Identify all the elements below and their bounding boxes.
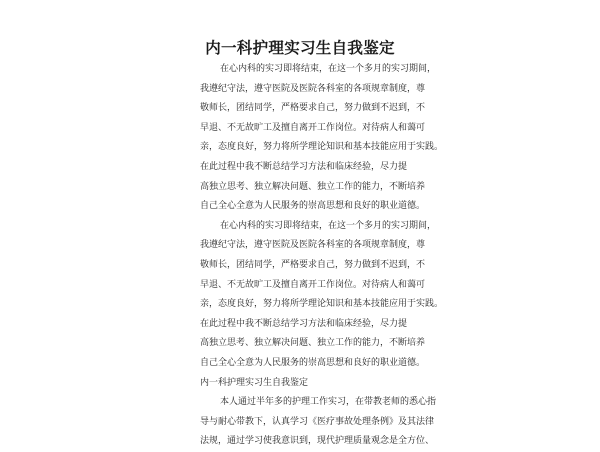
body-line: 内一科护理实习生自我鉴定 [200, 377, 309, 388]
body-line: 本人通过半年多的护理工作实习，在带教老师的悉心指 [220, 397, 437, 408]
body-line: 在此过程中我不断总结学习方法和临床经验，尽力提 [200, 318, 408, 329]
body-line: 我遵纪守法，遵守医院及医院各科室的各项规章制度，尊 [200, 83, 426, 94]
body-line: 自己全心全意为人民服务的崇高思想和良好的职业道德。 [200, 201, 426, 212]
body-line: 导与耐心带教下，认真学习《医疗事故处理条例》及其法律 [200, 416, 435, 427]
body-line: 亲，态度良好，努力将所学理论知识和基本技能应用于实践。 [200, 299, 444, 310]
body-line: 早退、不无故旷工及擅自离开工作岗位。对待病人和蔼可 [200, 279, 426, 290]
body-line: 敬师长，团结同学，严格要求自己，努力做到不迟到，不 [200, 103, 426, 114]
body-line: 法规，通过学习使我意识到，现代护理质量观念是全方位、 [200, 436, 435, 447]
body-line: 敬师长，团结同学，严格要求自己，努力做到不迟到，不 [200, 259, 426, 270]
document-title: 内一科护理实习生自我鉴定 [205, 38, 395, 57]
document-body [200, 60, 444, 452]
body-line: 高独立思考、独立解决问题、独立工作的能力，不断培养 [200, 338, 426, 349]
body-line: 在心内科的实习即将结束，在这一个多月的实习期间， [220, 64, 437, 74]
body-line: 我遵纪守法，遵守医院及医院各科室的各项规章制度，尊 [200, 240, 426, 251]
body-line: 早退、不无故旷工及擅自离开工作岗位。对待病人和蔼可 [200, 122, 426, 133]
body-line: 自己全心全意为人民服务的崇高思想和良好的职业道德。 [200, 357, 426, 368]
body-line: 在心内科的实习即将结束，在这一个多月的实习期间， [220, 220, 437, 231]
body-line: 在此过程中我不断总结学习方法和临床经验，尽力提 [200, 161, 408, 172]
body-line: 高独立思考、独立解决问题、独立工作的能力，不断培养 [200, 181, 426, 192]
body-line: 亲，态度良好，努力将所学理论知识和基本技能应用于实践。 [200, 142, 444, 153]
